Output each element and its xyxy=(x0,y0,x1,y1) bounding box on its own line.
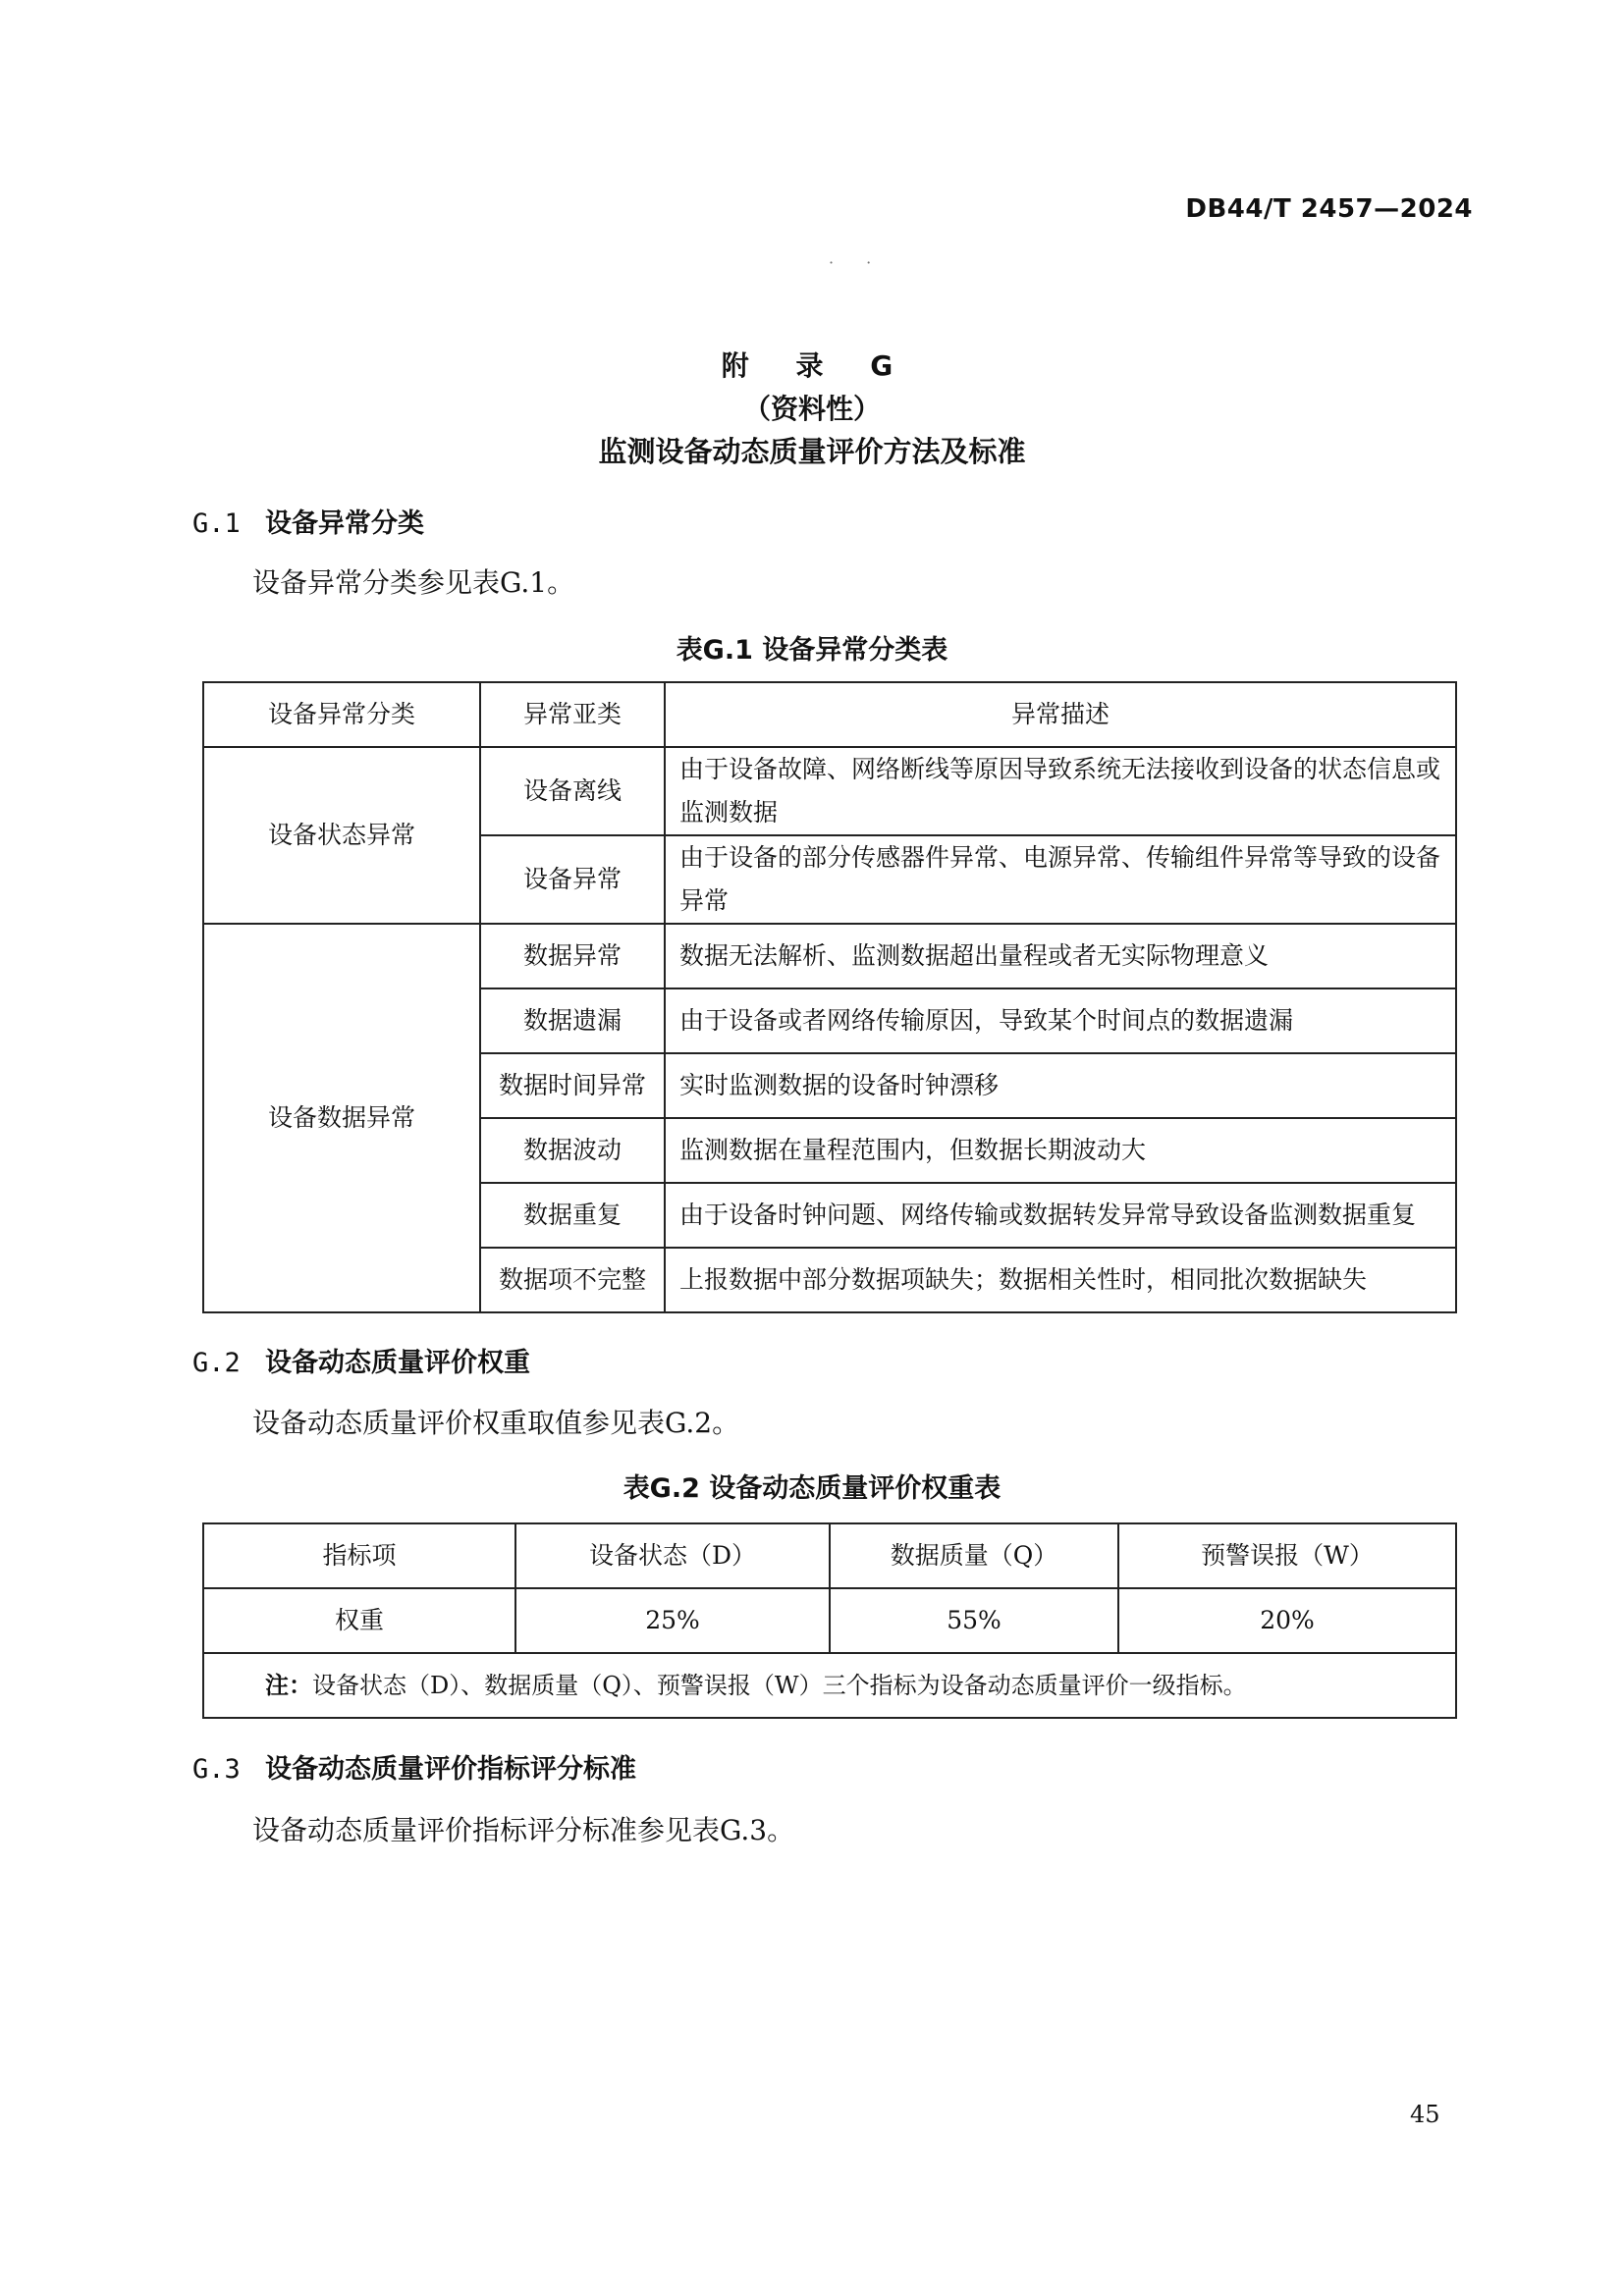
table2-caption: 表G.2 设备动态质量评价权重表 xyxy=(623,1473,1001,1504)
header-cell: 指标项 xyxy=(203,1523,515,1588)
header-cell: 设备状态（D） xyxy=(515,1523,830,1588)
section-heading-g3 xyxy=(192,1747,636,1786)
section-title: 设备动态质量评价权重 xyxy=(265,1348,530,1378)
weight-label-cell: 权重 xyxy=(203,1588,515,1653)
subcategory-cell: 设备离线 xyxy=(480,747,665,835)
table1-caption: 表G.1 设备异常分类表 xyxy=(676,635,948,666)
description-cell: 由于设备的部分传感器件异常、电源异常、传输组件异常等导致的设备异常 xyxy=(665,835,1456,924)
table-row xyxy=(203,747,1456,835)
header-cell: 异常亚类 xyxy=(480,682,665,747)
table-note-row xyxy=(203,1653,1456,1718)
note-label: 注： xyxy=(265,1671,312,1699)
table-header-row xyxy=(203,682,1456,747)
page-number: 45 xyxy=(1410,2101,1440,2128)
section-heading-g1 xyxy=(192,502,424,540)
header-cell: 设备异常分类 xyxy=(203,682,480,747)
weight-value-cell: 20% xyxy=(1118,1588,1456,1653)
anomaly-classification-table xyxy=(202,681,1457,1313)
header-cell: 异常描述 xyxy=(665,682,1456,747)
description-cell: 由于设备或者网络传输原因，导致某个时间点的数据遗漏 xyxy=(665,988,1456,1053)
description-cell: 监测数据在量程范围内，但数据长期波动大 xyxy=(665,1118,1456,1183)
header-cell: 预警误报（W） xyxy=(1118,1523,1456,1588)
weight-value-cell: 55% xyxy=(830,1588,1118,1653)
subcategory-cell: 数据遗漏 xyxy=(480,988,665,1053)
section-heading-g2 xyxy=(192,1341,530,1379)
section-number: G.3 xyxy=(192,1754,241,1785)
section-title: 设备异常分类 xyxy=(265,508,424,539)
description-cell: 数据无法解析、监测数据超出量程或者无实际物理意义 xyxy=(665,924,1456,988)
table-note xyxy=(203,1653,1456,1718)
section-paragraph-g1: 设备异常分类参见表G.1。 xyxy=(252,566,575,599)
description-cell: 上报数据中部分数据项缺失；数据相关性时，相同批次数据缺失 xyxy=(665,1248,1456,1312)
table-row xyxy=(203,1588,1456,1653)
appendix-label: 附 录 G xyxy=(721,349,903,382)
note-text: 设备状态（D）、数据质量（Q）、预警误报（W）三个指标为设备动态质量评价一级指标。 xyxy=(312,1672,1247,1699)
appendix-title: 监测设备动态质量评价方法及标准 xyxy=(598,435,1026,468)
description-cell: 实时监测数据的设备时钟漂移 xyxy=(665,1053,1456,1118)
subcategory-cell: 数据波动 xyxy=(480,1118,665,1183)
section-paragraph-g3: 设备动态质量评价指标评分标准参见表G.3。 xyxy=(252,1814,795,1846)
subcategory-cell: 数据重复 xyxy=(480,1183,665,1248)
subcategory-cell: 数据异常 xyxy=(480,924,665,988)
header-cell: 数据质量（Q） xyxy=(830,1523,1118,1588)
weight-value-cell: 25% xyxy=(515,1588,830,1653)
subcategory-cell: 数据时间异常 xyxy=(480,1053,665,1118)
category-cell: 设备状态异常 xyxy=(203,747,480,924)
table-row xyxy=(203,924,1456,988)
section-paragraph-g2: 设备动态质量评价权重取值参见表G.2。 xyxy=(252,1407,740,1439)
description-cell: 由于设备故障、网络断线等原因导致系统无法接收到设备的状态信息或监测数据 xyxy=(665,747,1456,835)
category-cell: 设备数据异常 xyxy=(203,924,480,1312)
quality-weight-table xyxy=(202,1522,1457,1719)
section-number: G.1 xyxy=(192,508,241,539)
document-code: DB44/T 2457—2024 xyxy=(1185,194,1473,224)
description-cell: 由于设备时钟问题、网络传输或数据转发异常导致设备监测数据重复 xyxy=(665,1183,1456,1248)
section-title: 设备动态质量评价指标评分标准 xyxy=(265,1754,636,1785)
appendix-nature: （资料性） xyxy=(742,393,881,425)
table-header-row xyxy=(203,1523,1456,1588)
subcategory-cell: 设备异常 xyxy=(480,835,665,924)
subcategory-cell: 数据项不完整 xyxy=(480,1248,665,1312)
header-dots: · · xyxy=(829,253,886,272)
section-number: G.2 xyxy=(192,1348,241,1378)
